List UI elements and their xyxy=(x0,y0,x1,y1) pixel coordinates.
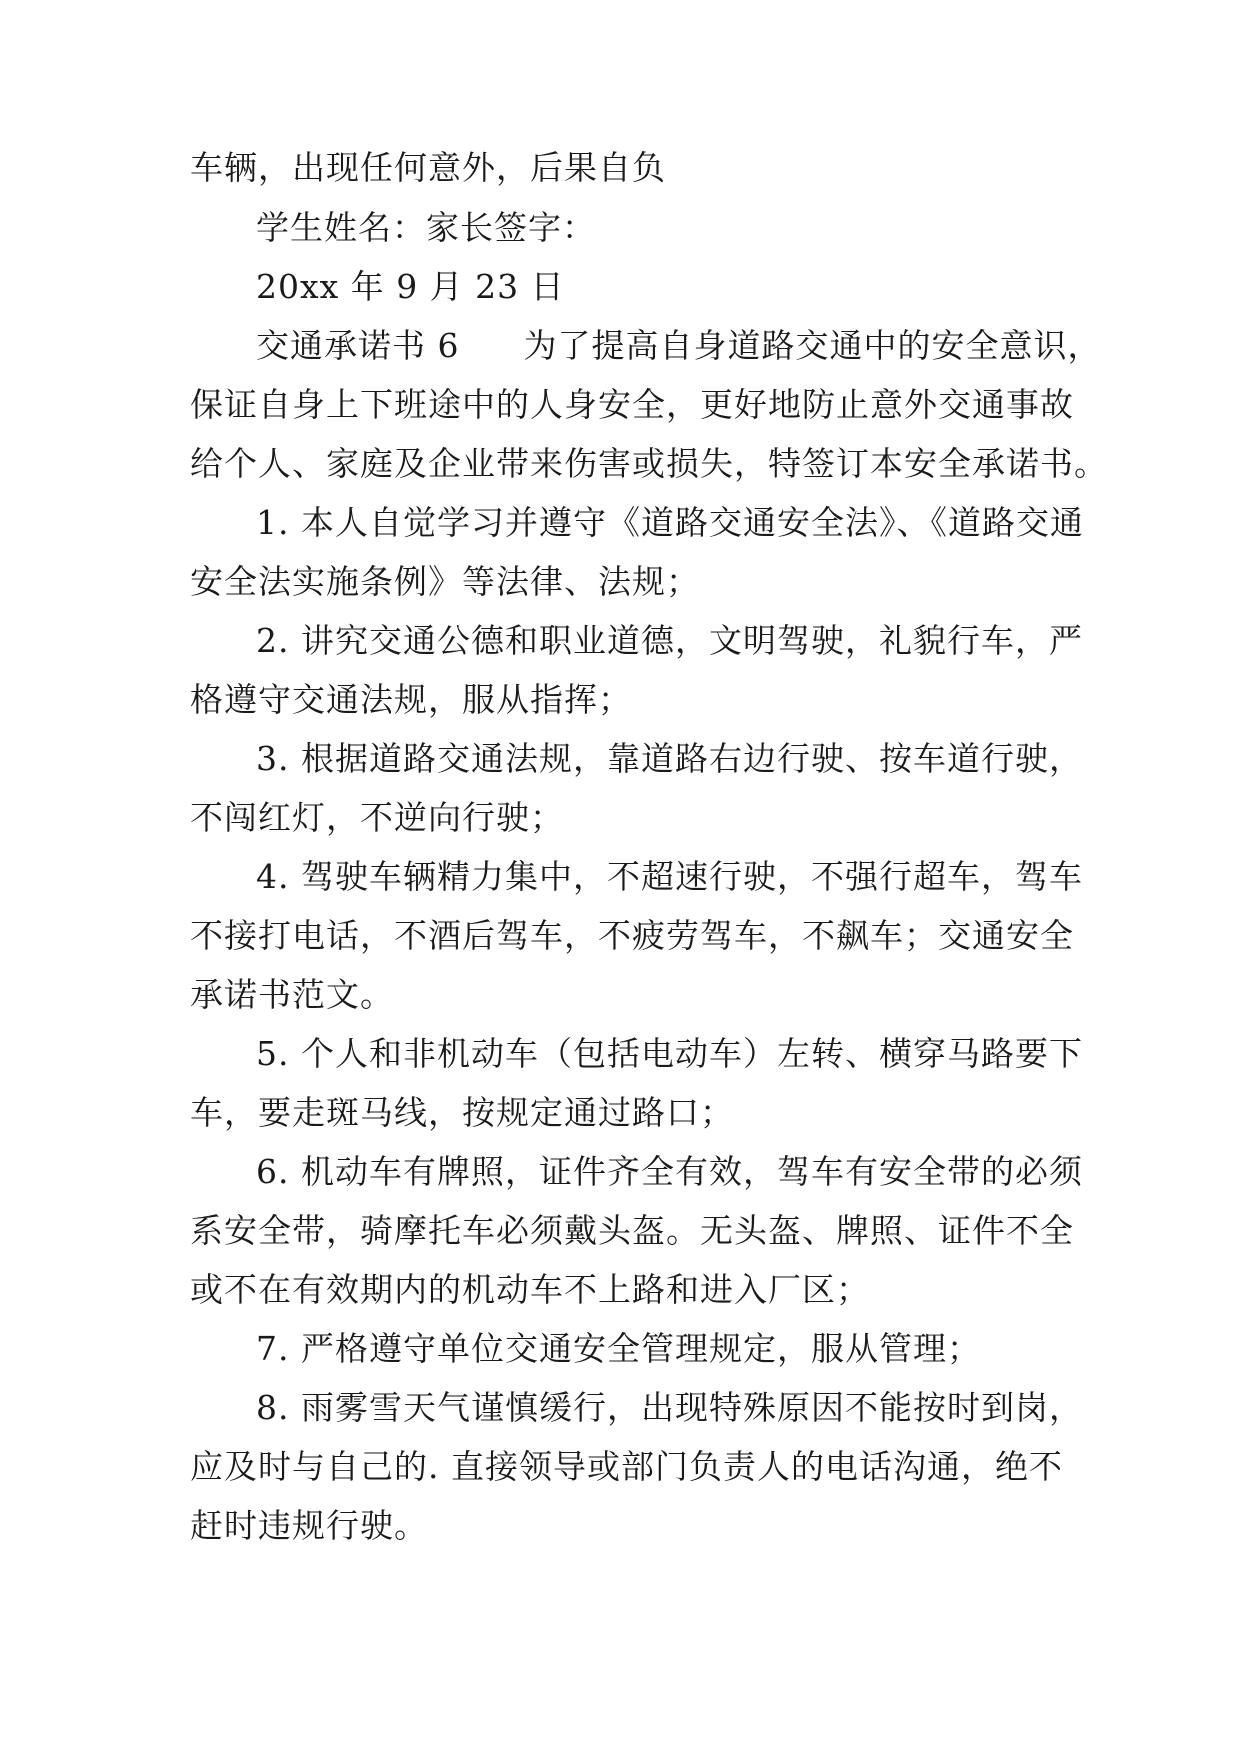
list-item-4: 4. 驾驶车辆精力集中，不超速行驶，不强行超车，驾车 xyxy=(256,857,1083,896)
list-item-2: 2. 讲究交通公德和职业道德，文明驾驶，礼貌行车，严 xyxy=(256,621,1083,660)
signature-line: 学生姓名：家长签字： xyxy=(256,208,596,247)
text-line: 保证自身上下班途中的人身安全，更好地防止意外交通事故 xyxy=(190,385,1074,424)
text-line: 格遵守交通法规，服从指挥； xyxy=(190,680,632,719)
list-item-5: 5. 个人和非机动车（包括电动车）左转、横穿马路要下 xyxy=(256,1034,1083,1073)
text-line: 不闯红灯，不逆向行驶； xyxy=(190,798,564,837)
text-line: 车辆，出现任何意外，后果自负 xyxy=(190,148,666,187)
list-item-6: 6. 机动车有牌照，证件齐全有效，驾车有安全带的必须 xyxy=(256,1152,1083,1191)
list-item-8: 8. 雨雾雪天气谨慎缓行，出现特殊原因不能按时到岗， xyxy=(256,1388,1083,1427)
text-line: 车，要走斑马线，按规定通过路口； xyxy=(190,1093,734,1132)
text-line: 应及时与自己的. 直接领导或部门负责人的电话沟通，绝不 xyxy=(190,1447,1063,1486)
text-line: 给个人、家庭及企业带来伤害或损失，特签订本安全承诺书。 xyxy=(190,444,1108,483)
text-line: 系安全带，骑摩托车必须戴头盔。无头盔、牌照、证件不全 xyxy=(190,1211,1074,1250)
section-heading-row xyxy=(256,318,1102,374)
text-line: 赶时违规行驶。 xyxy=(190,1506,428,1545)
text-line: 承诺书范文。 xyxy=(190,975,394,1014)
text-line: 安全法实施条例》等法律、法规； xyxy=(190,562,700,601)
text-line: 或不在有效期内的机动车不上路和进入厂区； xyxy=(190,1270,870,1309)
list-item-7: 7. 严格遵守单位交通安全管理规定，服从管理； xyxy=(256,1329,981,1368)
list-item-1: 1. 本人自觉学习并遵守《道路交通安全法》、《道路交通 xyxy=(256,503,1084,542)
text-line: 不接打电话，不酒后驾车，不疲劳驾车，不飙车；交通安全 xyxy=(190,916,1074,955)
text-line: 为了提高自身道路交通中的安全意识， xyxy=(523,326,1102,365)
list-item-3: 3. 根据道路交通法规，靠道路右边行驶、按车道行驶， xyxy=(256,739,1083,778)
section-heading: 交通承诺书 6 xyxy=(256,326,460,365)
date-line: 20xx 年 9 月 23 日 xyxy=(256,267,565,306)
